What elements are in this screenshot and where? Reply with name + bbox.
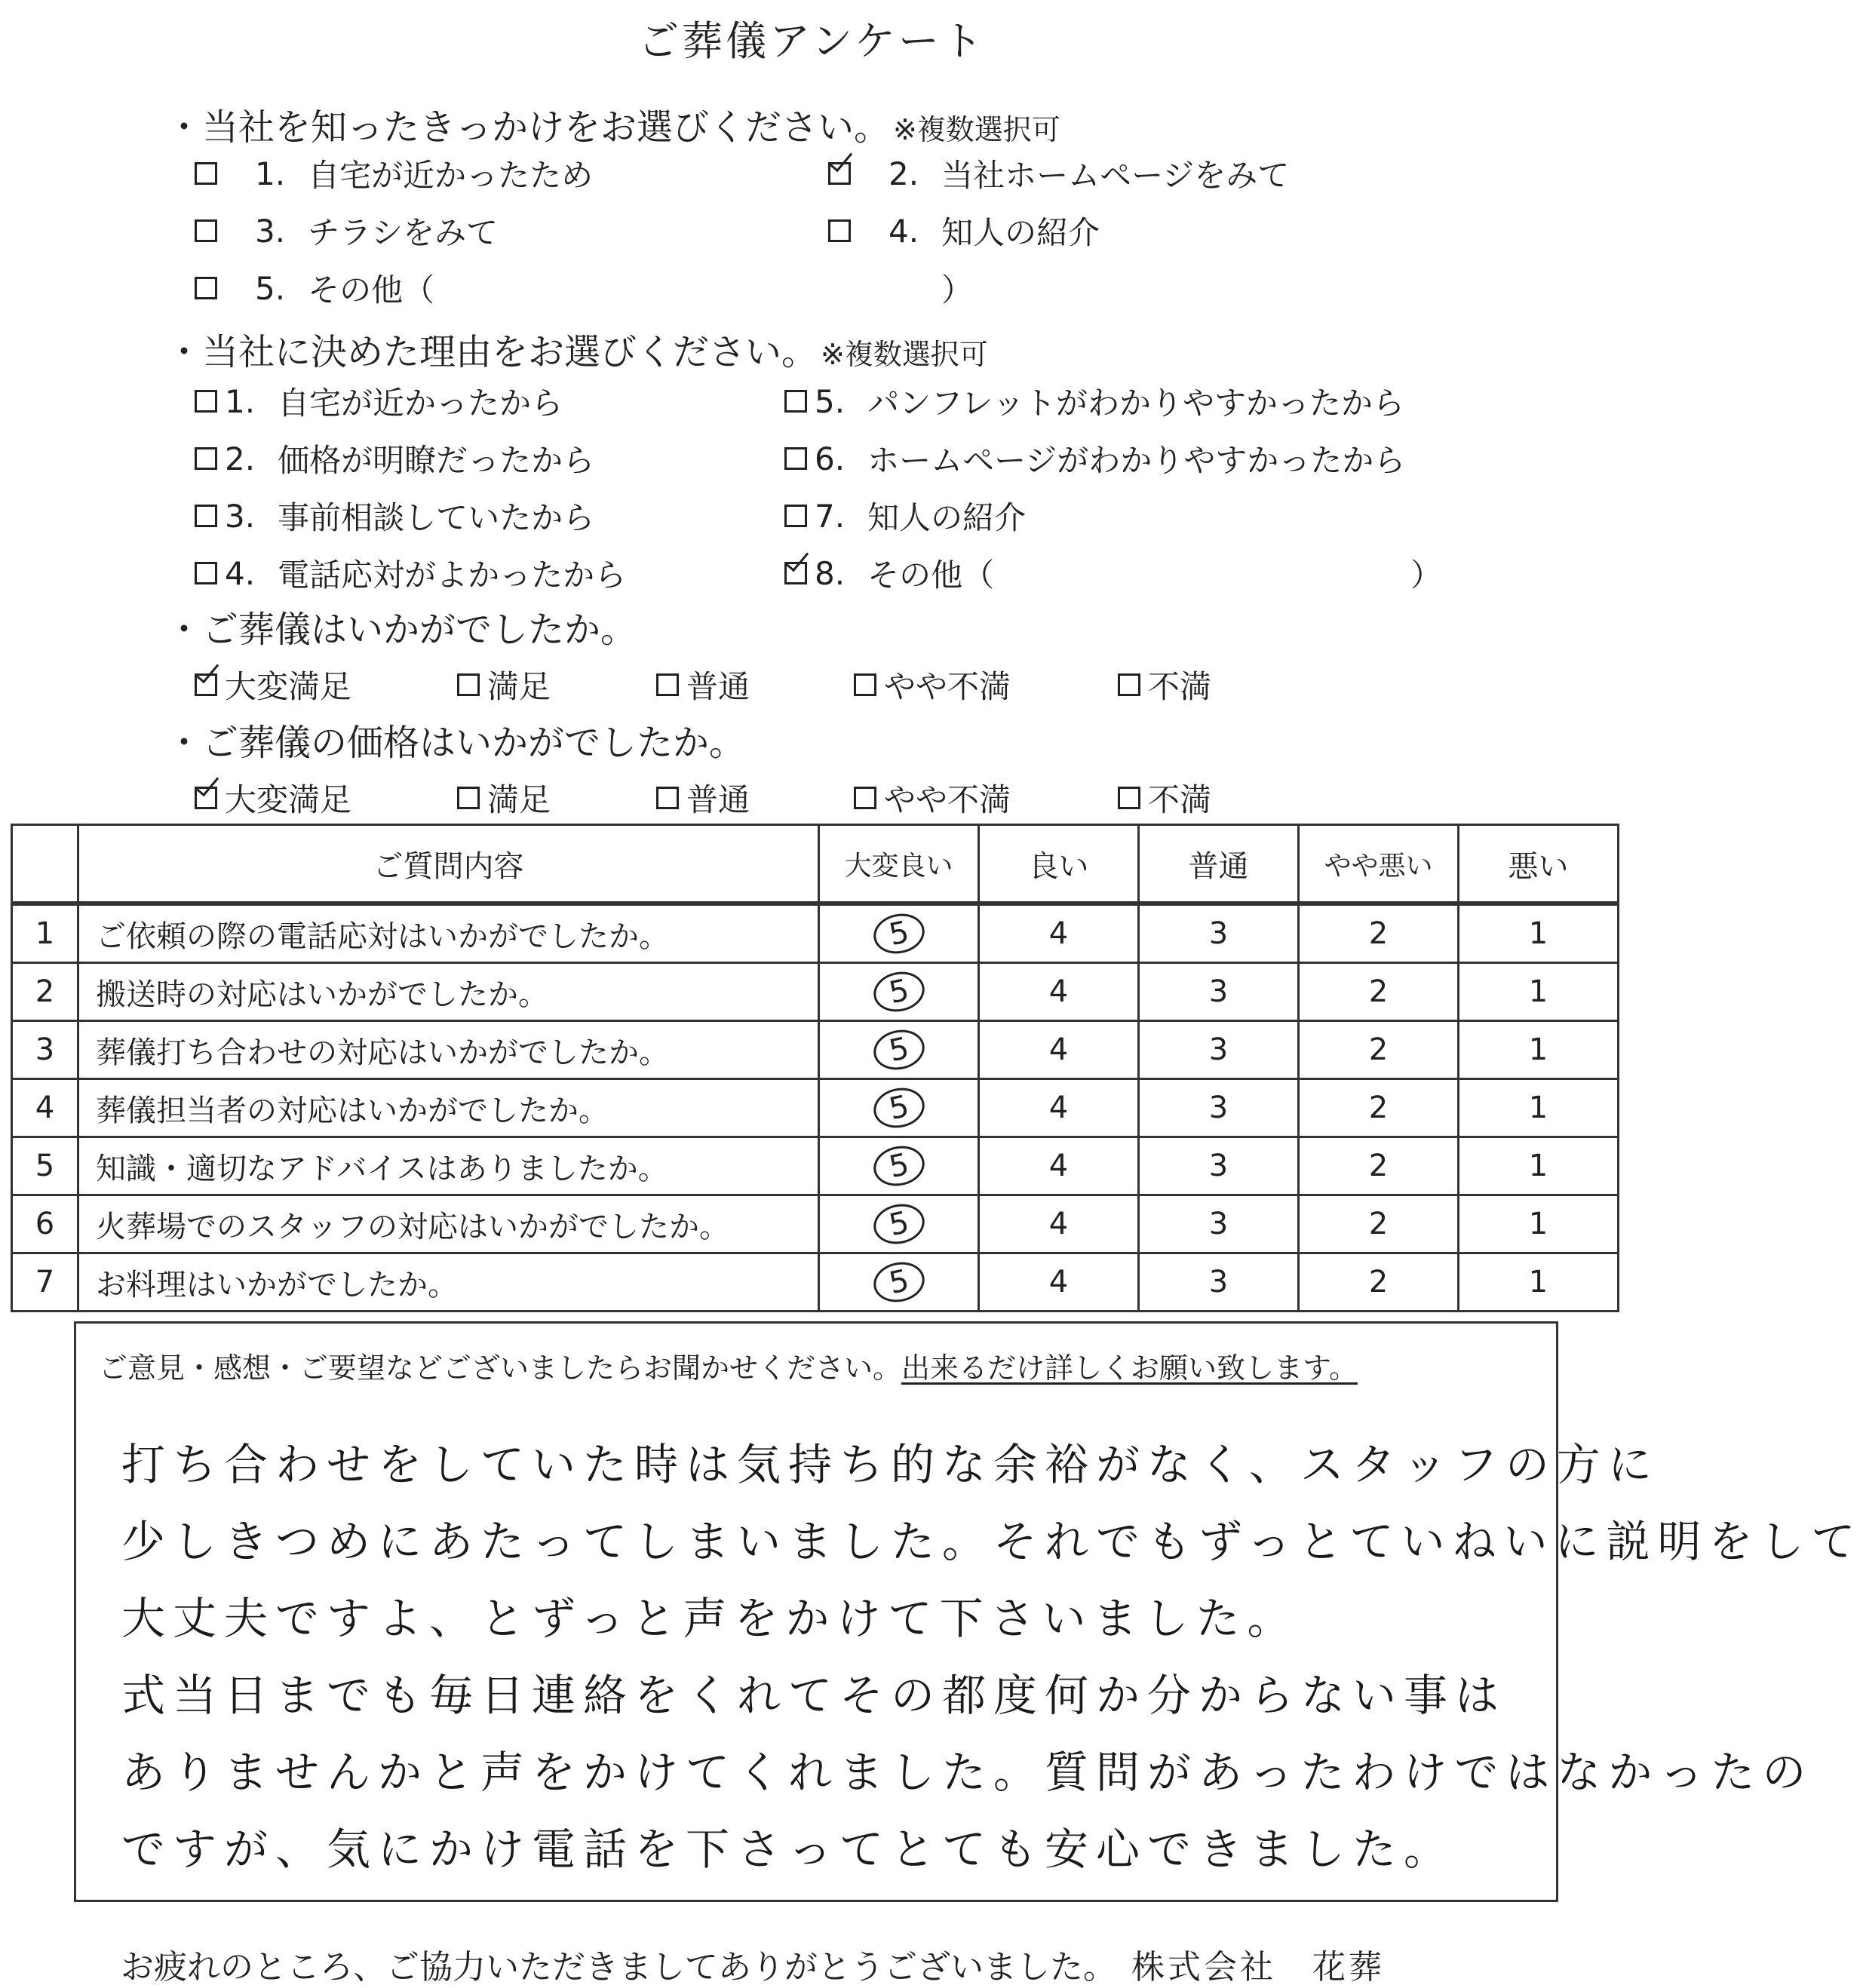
option-label: 普通 [686, 668, 750, 705]
score-cell[interactable] [979, 903, 1139, 963]
selected-score: 5 [870, 909, 928, 958]
table-row [12, 1021, 1619, 1079]
row-question: 火葬場でのスタッフの対応はいかがでしたか。 [78, 1195, 819, 1253]
option-label: 満足 [487, 668, 551, 705]
q1-heading [166, 98, 1060, 150]
option-label: チラシをみて [308, 214, 499, 251]
header-no [12, 825, 78, 904]
option-label: その他（ [867, 557, 995, 594]
checked-checkbox[interactable] [195, 787, 217, 809]
score-cell[interactable] [1459, 963, 1619, 1021]
footer-company: 株式会社 花葬 [1131, 1948, 1385, 1986]
option-label: 満足 [487, 781, 551, 818]
score-cell[interactable] [1299, 1079, 1459, 1137]
option[interactable] [784, 551, 994, 596]
option-label: 知人の紹介 [941, 214, 1100, 251]
option-label: 大変満足 [225, 668, 352, 705]
header-very-good: 大変良い [819, 825, 979, 904]
checkbox[interactable] [1118, 673, 1140, 696]
score-cell[interactable] [819, 1195, 979, 1253]
option-label: 不満 [1148, 781, 1212, 818]
table-row [12, 963, 1619, 1021]
checked-checkbox[interactable] [828, 162, 851, 185]
score-value: 4 [1048, 974, 1069, 1009]
checkbox[interactable] [195, 390, 217, 413]
option-label: ホームページがわかりやすかったから [867, 442, 1406, 479]
option-number: 5. [815, 382, 846, 420]
checkbox[interactable] [784, 505, 807, 527]
option-number: 8. [815, 554, 846, 592]
checked-checkbox[interactable] [784, 562, 807, 584]
score-cell[interactable] [1459, 1137, 1619, 1195]
score-cell[interactable] [1299, 1253, 1459, 1312]
score-cell[interactable] [979, 963, 1139, 1021]
option-label: 不満 [1148, 668, 1212, 705]
checkbox[interactable] [828, 219, 851, 242]
checkbox[interactable] [457, 787, 480, 809]
score-value: 3 [1208, 1149, 1229, 1183]
option-number: 2. [889, 155, 919, 192]
row-number: 2 [12, 963, 78, 1021]
checkbox[interactable] [656, 673, 679, 696]
row-number: 4 [12, 1079, 78, 1137]
header-somewhat-bad: やや悪い [1299, 825, 1459, 904]
checked-checkbox[interactable] [195, 673, 217, 696]
checkbox[interactable] [656, 787, 679, 809]
row-question: お料理はいかがでしたか。 [78, 1253, 819, 1312]
comment-line: 打ち合わせをしていた時は気持ち的な余裕がなく、スタッフの方に [121, 1439, 1659, 1490]
selected-score: 5 [870, 1199, 928, 1248]
header-good: 良い [979, 825, 1139, 904]
q4-label: ・ご葬儀の価格はいかがでしたか。 [166, 722, 746, 764]
row-question: 搬送時の対応はいかがでしたか。 [78, 963, 819, 1021]
option[interactable] [828, 208, 1100, 253]
score-cell[interactable] [819, 1079, 979, 1137]
score-cell[interactable] [1139, 903, 1299, 963]
score-value: 3 [1208, 1207, 1229, 1241]
row-question: 知識・適切なアドバイスはありましたか。 [78, 1137, 819, 1195]
rating-table-header [12, 825, 1619, 904]
score-cell[interactable] [1459, 903, 1619, 963]
score-value: 1 [1528, 1207, 1548, 1241]
checkbox[interactable] [784, 390, 807, 413]
option[interactable] [195, 551, 626, 596]
option-close-paren: ） [941, 272, 974, 308]
row-number: 1 [12, 903, 78, 963]
option[interactable] [854, 775, 1011, 821]
option-number: 4. [889, 212, 919, 250]
option[interactable] [656, 775, 750, 821]
score-cell[interactable] [1459, 1253, 1619, 1312]
checkbox[interactable] [195, 219, 217, 242]
table-row [12, 1195, 1619, 1253]
checkbox[interactable] [195, 505, 217, 527]
option[interactable] [457, 775, 551, 821]
score-cell[interactable] [1299, 963, 1459, 1021]
option[interactable] [784, 436, 1405, 481]
option[interactable] [195, 151, 593, 196]
score-cell[interactable] [979, 1079, 1139, 1137]
option-number: 1. [255, 155, 286, 192]
option[interactable] [1118, 662, 1211, 707]
comment-line: 式当日までも毎日連絡をくれてその都度何か分からない事は [121, 1670, 1507, 1721]
option-number: 3. [255, 212, 286, 250]
option-label: 当社ホームページをみて [941, 157, 1290, 194]
option-close-paren: ） [1410, 557, 1443, 594]
score-value: 2 [1368, 1207, 1389, 1241]
score-value: 4 [1048, 1032, 1069, 1067]
option-label: 知人の紹介 [867, 499, 1027, 536]
score-value: 4 [1048, 1265, 1069, 1299]
checkbox[interactable] [195, 447, 217, 470]
header-bad: 悪い [1459, 825, 1619, 904]
option-number: 2. [225, 440, 256, 477]
q3-heading [166, 600, 637, 652]
comment-prompt [99, 1345, 1358, 1386]
score-cell[interactable] [1299, 1195, 1459, 1253]
option[interactable] [195, 436, 594, 481]
score-value: 2 [1368, 1149, 1389, 1183]
option[interactable] [195, 775, 351, 821]
checkbox[interactable] [457, 673, 480, 696]
option[interactable] [1118, 775, 1211, 821]
option-number: 3. [225, 497, 256, 535]
score-cell[interactable] [819, 963, 979, 1021]
option-label: 普通 [686, 781, 750, 818]
score-cell[interactable] [1139, 963, 1299, 1021]
score-cell[interactable] [1139, 1253, 1299, 1312]
option[interactable] [457, 662, 551, 707]
option-number: 6. [815, 440, 846, 477]
score-value: 2 [1368, 916, 1389, 951]
score-value: 1 [1528, 1265, 1548, 1299]
score-cell[interactable] [819, 1021, 979, 1079]
option[interactable] [195, 493, 594, 538]
comment-line: 大丈夫ですよ、とずっと声をかけて下さいました。 [121, 1593, 1299, 1644]
option-number: 7. [815, 497, 846, 535]
score-value: 4 [1048, 1207, 1069, 1241]
score-value: 3 [1208, 916, 1229, 951]
selected-score: 5 [870, 967, 928, 1016]
selected-score: 5 [870, 1025, 928, 1074]
score-value: 2 [1368, 1032, 1389, 1067]
score-cell[interactable] [1139, 1021, 1299, 1079]
score-cell[interactable] [979, 1021, 1139, 1079]
row-question: 葬儀打ち合わせの対応はいかがでしたか。 [78, 1021, 819, 1079]
option-label: 電話応対がよかったから [278, 557, 627, 594]
option[interactable] [195, 379, 563, 424]
checkbox[interactable] [195, 277, 217, 299]
comment-line: ですが、気にかけ電話を下さってとても安心できました。 [121, 1824, 1456, 1875]
score-value: 4 [1048, 1149, 1069, 1183]
comment-line: 少しきつめにあたってしまいました。それでもずっとていねいに説明をして [121, 1516, 1863, 1567]
rating-table [11, 824, 1619, 1312]
option-number: 5. [255, 269, 286, 307]
score-value: 2 [1368, 974, 1389, 1009]
selected-score: 5 [870, 1257, 928, 1306]
score-cell[interactable] [979, 1253, 1139, 1312]
score-cell[interactable] [1299, 903, 1459, 963]
q3-label: ・ご葬儀はいかがでしたか。 [166, 609, 637, 651]
row-number: 6 [12, 1195, 78, 1253]
table-row [12, 1079, 1619, 1137]
header-average: 普通 [1139, 825, 1299, 904]
score-value: 3 [1208, 1265, 1229, 1299]
comment-prompt-emphasis: 出来るだけ詳しくお願い致します。 [901, 1351, 1358, 1385]
score-value: 2 [1368, 1265, 1389, 1299]
option[interactable] [784, 493, 1026, 538]
score-cell[interactable] [979, 1137, 1139, 1195]
score-value: 1 [1528, 916, 1548, 951]
row-number: 3 [12, 1021, 78, 1079]
selected-score: 5 [870, 1083, 928, 1132]
checkbox[interactable] [195, 162, 217, 185]
comment-line: ありませんかと声をかけてくれました。質問があったわけではなかったの [121, 1747, 1814, 1798]
option-label: 事前相談していたから [278, 499, 595, 536]
table-row [12, 1137, 1619, 1195]
option-label: その他（ [308, 272, 435, 308]
score-value: 3 [1208, 1032, 1229, 1067]
option-number: 4. [225, 554, 256, 592]
score-cell[interactable] [819, 1137, 979, 1195]
score-value: 2 [1368, 1091, 1389, 1125]
option-label: パンフレットがわかりやすかったから [867, 385, 1404, 422]
option-number: 1. [225, 382, 256, 420]
selected-score: 5 [870, 1141, 928, 1190]
checkbox[interactable] [854, 787, 876, 809]
score-value: 3 [1208, 1091, 1229, 1125]
table-row [12, 1253, 1619, 1312]
table-row [12, 903, 1619, 963]
score-cell[interactable] [1139, 1137, 1299, 1195]
score-value: 1 [1528, 974, 1548, 1009]
q1-label: ・当社を知ったきっかけをお選びください。 [166, 106, 891, 149]
score-value: 4 [1048, 916, 1069, 951]
comment-prompt-text: ご意見・感想・ご要望などございましたらお聞かせください。 [99, 1351, 902, 1385]
option[interactable] [854, 662, 1011, 707]
checkbox[interactable] [1118, 787, 1140, 809]
comment-box [74, 1321, 1863, 1902]
score-cell[interactable] [1299, 1021, 1459, 1079]
score-cell[interactable] [1139, 1195, 1299, 1253]
score-cell[interactable] [1299, 1137, 1459, 1195]
option-label: 大変満足 [225, 781, 352, 818]
q2-note: ※複数選択可 [821, 338, 988, 371]
option-label: 自宅が近かったため [308, 157, 594, 194]
option[interactable] [784, 379, 1404, 424]
q1-note: ※複数選択可 [893, 113, 1060, 146]
score-cell[interactable] [979, 1195, 1139, 1253]
checkbox[interactable] [195, 562, 217, 584]
score-cell[interactable] [1459, 1079, 1619, 1137]
option[interactable] [195, 265, 434, 311]
option-label: やや不満 [884, 781, 1011, 818]
option[interactable] [828, 151, 1289, 196]
score-value: 1 [1528, 1032, 1548, 1067]
score-cell[interactable] [819, 1253, 979, 1312]
score-value: 1 [1528, 1149, 1548, 1183]
score-cell[interactable] [1459, 1021, 1619, 1079]
q4-heading [166, 713, 745, 765]
option[interactable] [195, 208, 498, 253]
score-cell[interactable] [1139, 1079, 1299, 1137]
checkbox[interactable] [784, 447, 807, 470]
option-label: やや不満 [884, 668, 1011, 705]
checkbox[interactable] [854, 673, 876, 696]
score-value: 4 [1048, 1091, 1069, 1125]
option[interactable] [656, 662, 750, 707]
row-question: ご依頼の際の電話応対はいかがでしたか。 [78, 903, 819, 963]
q2-label: ・当社に決めた理由をお選びください。 [166, 331, 818, 373]
row-number: 5 [12, 1137, 78, 1195]
row-number: 7 [12, 1253, 78, 1312]
score-value: 3 [1208, 974, 1229, 1009]
survey-title: ご葬儀アンケート [638, 17, 986, 65]
score-value: 1 [1528, 1091, 1548, 1125]
score-cell[interactable] [1459, 1195, 1619, 1253]
footer-thanks: お疲れのところ、ご協力いただきましてありがとうございました。 [121, 1948, 1116, 1986]
q2-heading [166, 323, 988, 375]
header-question: ご質問内容 [78, 825, 819, 904]
option[interactable] [195, 662, 351, 707]
score-cell[interactable] [819, 903, 979, 963]
footer [121, 1940, 1385, 1988]
option-label: 自宅が近かったから [278, 385, 563, 422]
option-label: 価格が明瞭だったから [278, 442, 595, 479]
row-question: 葬儀担当者の対応はいかがでしたか。 [78, 1079, 819, 1137]
